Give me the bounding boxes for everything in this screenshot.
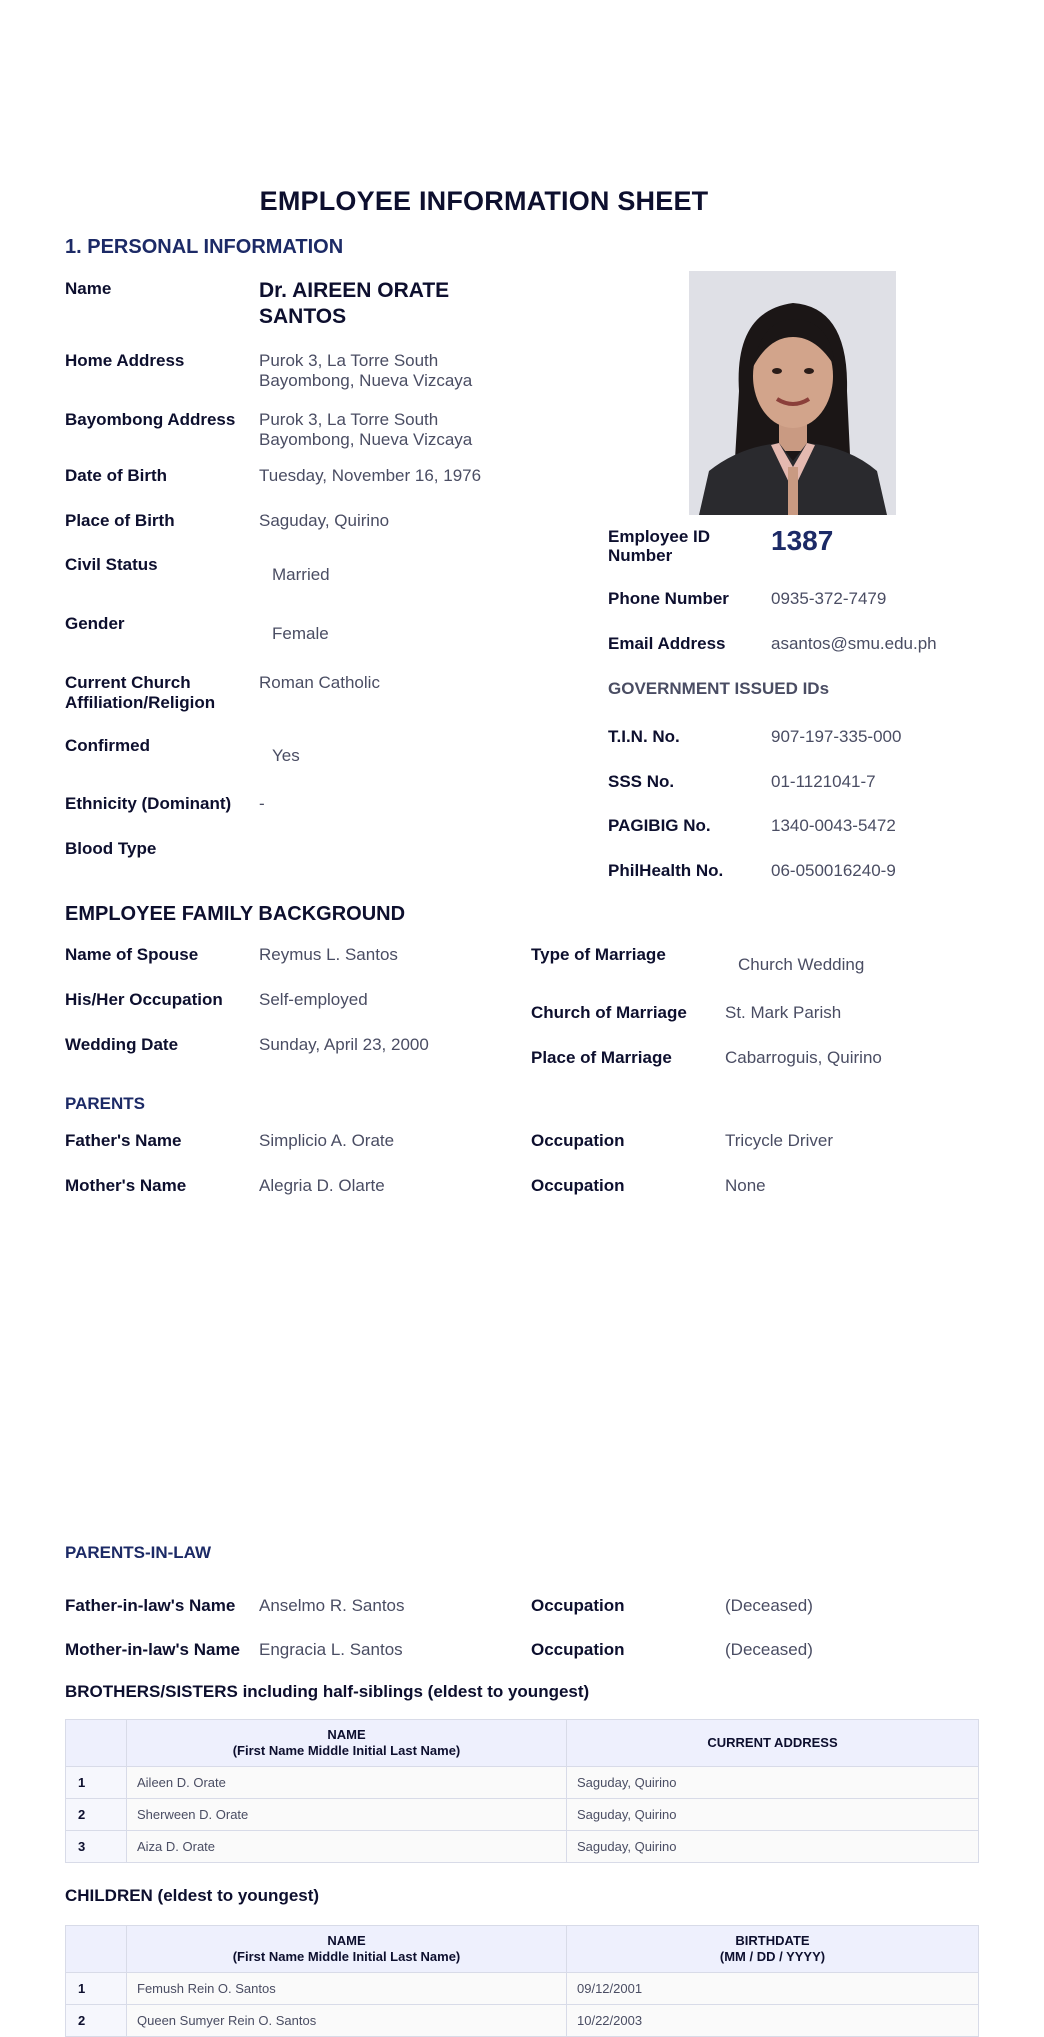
church-label: Church of Marriage <box>531 1003 687 1022</box>
place-of-birth-value: Saguday, Quirino <box>259 511 390 530</box>
in-laws-heading: PARENTS-IN-LAW <box>65 1543 212 1562</box>
table-row <box>66 1799 979 1831</box>
parents-heading: PARENTS <box>65 1094 145 1113</box>
father-in-law-occupation-label: Occupation <box>531 1596 625 1615</box>
gender-label: Gender <box>65 614 125 633</box>
table-row <box>66 1767 979 1799</box>
philhealth-label: PhilHealth No. <box>608 861 724 880</box>
marriage-place-label: Place of Marriage <box>531 1048 672 1067</box>
row-number: 3 <box>66 1831 127 1863</box>
civil-status-value: Married <box>272 565 330 584</box>
tin-value: 907-197-335-000 <box>771 727 902 746</box>
child-name: Queen Sumyer Rein O. Santos <box>127 2005 567 2037</box>
tin-label: T.I.N. No. <box>608 727 680 746</box>
phone-value: 0935-372-7479 <box>771 589 887 608</box>
name-value: Dr. AIREEN ORATE SANTOS <box>259 279 450 328</box>
wedding-date-value: Sunday, April 23, 2000 <box>259 1035 429 1054</box>
spouse-occupation-label: His/Her Occupation <box>65 990 223 1009</box>
child-name: Femush Rein O. Santos <box>127 1973 567 2005</box>
sss-label: SSS No. <box>608 772 675 791</box>
child-birthdate: 10/22/2003 <box>567 2005 979 2037</box>
phone-label: Phone Number <box>608 589 729 608</box>
children-header-row <box>66 1926 979 1973</box>
church-value: St. Mark Parish <box>725 1003 842 1022</box>
children-heading: CHILDREN (eldest to youngest) <box>65 1886 320 1905</box>
number-column-header <box>66 1720 127 1767</box>
document-title: EMPLOYEE INFORMATION SHEET <box>259 186 709 216</box>
row-number: 1 <box>66 1767 127 1799</box>
father-occupation-label: Occupation <box>531 1131 625 1150</box>
father-occupation-value: Tricycle Driver <box>725 1131 833 1150</box>
pagibig-value: 1340-0043-5472 <box>771 816 896 835</box>
sibling-name: Aiza D. Orate <box>127 1831 567 1863</box>
confirmed-label: Confirmed <box>65 736 150 755</box>
place-of-birth-label: Place of Birth <box>65 511 175 530</box>
spouse-value: Reymus L. Santos <box>259 945 398 964</box>
spouse-label: Name of Spouse <box>65 945 199 964</box>
personal-info-heading: 1. PERSONAL INFORMATION <box>65 236 344 258</box>
sss-value: 01-1121041-7 <box>771 772 876 791</box>
siblings-heading: BROTHERS/SISTERS including half-siblings (eldest to youngest) <box>65 1682 590 1701</box>
row-number: 2 <box>66 2005 127 2037</box>
table-row <box>66 1973 979 2005</box>
philhealth-value: 06-050016240-9 <box>771 861 896 880</box>
confirmed-value: Yes <box>272 746 300 765</box>
civil-status-label: Civil Status <box>65 555 158 574</box>
pagibig-label: PAGIBIG No. <box>608 816 711 835</box>
children-table <box>65 1925 979 2037</box>
home-address-label: Home Address <box>65 351 185 370</box>
gender-value: Female <box>272 624 329 643</box>
employee-id-label: Employee ID Number <box>608 527 711 565</box>
name-column-header: NAME (First Name Middle Initial Last Name) <box>127 1926 567 1973</box>
father-label: Father's Name <box>65 1131 182 1150</box>
number-column-header <box>66 1926 127 1973</box>
table-row <box>66 1831 979 1863</box>
address-column-header: CURRENT ADDRESS <box>567 1720 979 1767</box>
sibling-name: Aileen D. Orate <box>127 1767 567 1799</box>
row-number: 2 <box>66 1799 127 1831</box>
ethnicity-value: - <box>259 794 265 813</box>
sibling-address: Saguday, Quirino <box>567 1767 979 1799</box>
mother-in-law-occupation-value: (Deceased) <box>725 1640 813 1659</box>
sibling-address: Saguday, Quirino <box>567 1799 979 1831</box>
wedding-date-label: Wedding Date <box>65 1035 179 1054</box>
spouse-occupation-value: Self-employed <box>259 990 368 1009</box>
bayombong-address-value: Purok 3, La Torre South Bayombong, Nueva Vizcaya <box>259 410 473 449</box>
mother-label: Mother's Name <box>65 1176 187 1195</box>
mother-in-law-occupation-label: Occupation <box>531 1640 625 1659</box>
birthdate-column-header: BIRTHDATE (MM / DD / YYYY) <box>567 1926 979 1973</box>
marriage-place-value: Cabarroguis, Quirino <box>725 1048 882 1067</box>
father-in-law-label: Father-in-law's Name <box>65 1596 236 1615</box>
child-birthdate: 09/12/2001 <box>567 1973 979 2005</box>
bayombong-address-label: Bayombong Address <box>65 410 236 429</box>
father-in-law-occupation-value: (Deceased) <box>725 1596 813 1615</box>
religion-label: Current Church Affiliation/Religion <box>65 673 216 712</box>
sibling-name: Sherween D. Orate <box>127 1799 567 1831</box>
siblings-table <box>65 1719 979 1863</box>
mother-occupation-value: None <box>725 1176 766 1195</box>
marriage-type-value: Church Wedding <box>738 955 865 974</box>
blood-type-label: Blood Type <box>65 839 157 858</box>
mother-in-law-label: Mother-in-law's Name <box>65 1640 241 1659</box>
family-heading: EMPLOYEE FAMILY BACKGROUND <box>65 903 406 925</box>
email-label: Email Address <box>608 634 726 653</box>
mother-in-law-value: Engracia L. Santos <box>259 1640 403 1659</box>
religion-value: Roman Catholic <box>259 673 380 692</box>
row-number: 1 <box>66 1973 127 2005</box>
dob-value: Tuesday, November 16, 1976 <box>259 466 482 485</box>
siblings-header-row <box>66 1720 979 1767</box>
employee-id-value: 1387 <box>771 525 834 556</box>
home-address-value: Purok 3, La Torre South Bayombong, Nueva Vizcaya <box>259 351 473 390</box>
sibling-address: Saguday, Quirino <box>567 1831 979 1863</box>
employee-photo <box>689 271 896 515</box>
father-value: Simplicio A. Orate <box>259 1131 395 1150</box>
dob-label: Date of Birth <box>65 466 167 485</box>
email-value: asantos@smu.edu.ph <box>771 634 937 653</box>
name-column-header: NAME (First Name Middle Initial Last Name) <box>127 1720 567 1767</box>
mother-value: Alegria D. Olarte <box>259 1176 385 1195</box>
marriage-type-label: Type of Marriage <box>531 945 666 964</box>
mother-occupation-label: Occupation <box>531 1176 625 1195</box>
ethnicity-label: Ethnicity (Dominant) <box>65 794 232 813</box>
portrait-image <box>689 271 896 515</box>
father-in-law-value: Anselmo R. Santos <box>259 1596 405 1615</box>
name-label: Name <box>65 279 112 298</box>
gov-ids-heading: GOVERNMENT ISSUED IDs <box>608 679 830 698</box>
